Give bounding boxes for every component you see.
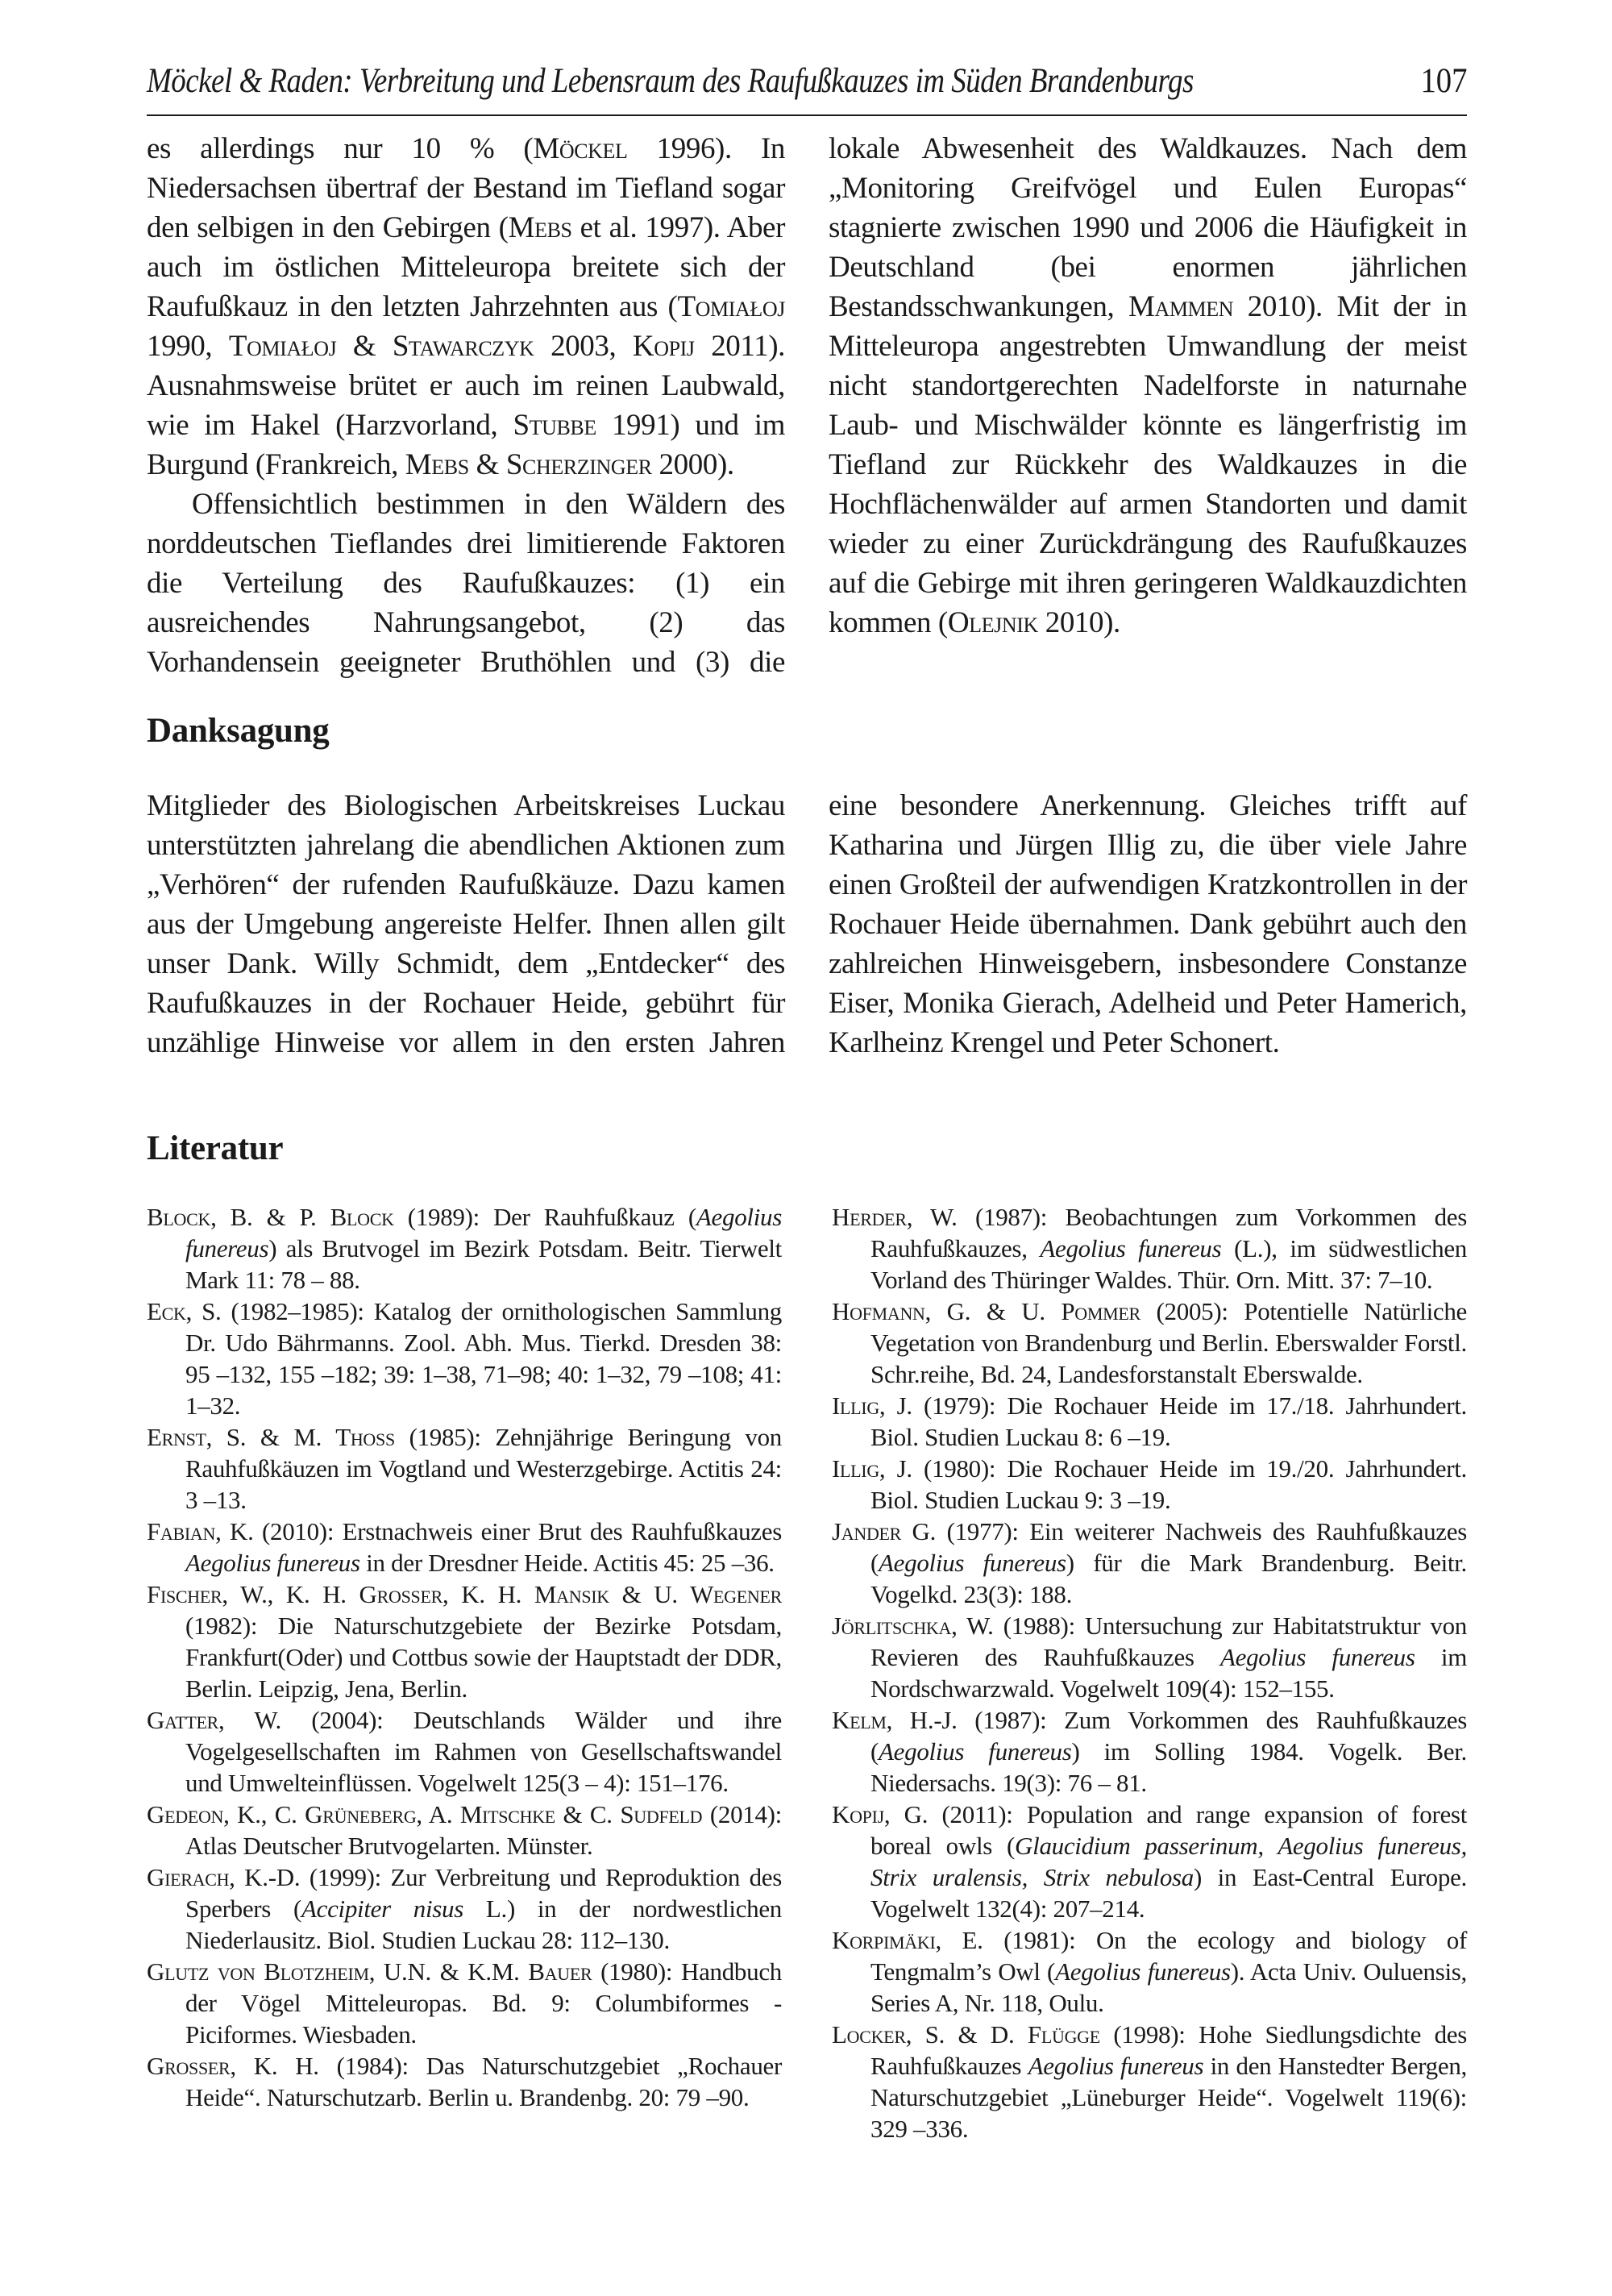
text-run: (1984): Das Naturschutzgebiet „Rochauer Heide“. Naturschutzarb. Berlin u. Brandenbg. 20: 79 –90. xyxy=(185,2052,783,2111)
reference-entry xyxy=(832,1390,1467,1453)
reference-author: Grosser, K. H. xyxy=(147,2052,319,2080)
text-run: (1988): Untersuchung zur Habitatstruktur von Revieren des Rauhfußkauzes xyxy=(870,1612,1467,1671)
cited-author: Kopij xyxy=(632,330,695,363)
text-run: ) in East-Central Europe. Vogelwelt 132(4): 207–214. xyxy=(870,1863,1467,1923)
reference-author: Herder, W. xyxy=(832,1203,958,1231)
text-run: (1982): Die Naturschutzgebiete der Bezirke Potsdam, Frankfurt(Oder) und Cottbus sowie der Hauptstadt der DDR, Berlin. Leipzig, Jena, Berlin. xyxy=(185,1612,782,1703)
species-name: Aegolius funereus xyxy=(1055,1957,1231,1986)
text-run: 2010). xyxy=(1037,606,1120,639)
text-run: (1980): Handbuch der Vögel Mitteleuropas. Bd. 9: Columbiformes - Piciformes. Wiesbaden. xyxy=(185,1957,782,2049)
text-run: im Nordschwarzwald. Vogelwelt 109(4): 152–155. xyxy=(870,1643,1468,1703)
text-run: (1998): Hohe Siedlungsdichte des Rauhfußkauzes xyxy=(870,2020,1467,2080)
reference-author: Glutz von Blotzheim, U.N. & K.M. Bauer xyxy=(147,1957,592,1986)
species-name: Aegolius funereus xyxy=(1220,1643,1415,1671)
reference-author: Fischer, W., K. H. Grosser, K. H. Mansik & U. Wegener xyxy=(147,1580,782,1608)
reference-author: Korpimäki, E. xyxy=(832,1926,983,1954)
reference-author: Kopij, G. xyxy=(832,1800,929,1828)
reference-entry xyxy=(832,1201,1467,1296)
text-run: (L.), im südwestlichen Vorland des Thüringer Waldes. Thür. Orn. Mitt. 37: 7–10. xyxy=(870,1234,1467,1294)
text-run: (2005): Potentielle Natürliche Vegetation von Brandenburg und Berlin. Eberswalder Forstl. Schr.reihe, Bd. 24, Landesforstanstalt Eberswalde. xyxy=(870,1297,1467,1388)
reference-entry xyxy=(832,1799,1467,1924)
reference-entry xyxy=(147,1578,782,1704)
body-paragraph xyxy=(147,129,785,485)
text-run: ) im Solling 1984. Vogelk. Ber. Niedersachs. 19(3): 76 – 81. xyxy=(870,1737,1467,1797)
reference-entry xyxy=(147,1861,782,1956)
cited-author: Stawarczyk xyxy=(392,330,534,363)
reference-author: Illig, J. xyxy=(832,1454,912,1483)
text-run: (1987): Beobachtungen zum Vorkommen des Rauhfußkauzes, xyxy=(870,1203,1467,1262)
reference-entry xyxy=(147,2050,782,2113)
cited-author: Mammen xyxy=(1128,290,1234,323)
references-right-column xyxy=(832,1201,1467,2144)
acknowledgements-paragraph: Mitglieder des Biologischen Arbeitskreises Luckau unterstützten jahrelang die abendlichen Aktionen zum „Verhören“ der rufenden Raufußkäuze. Dazu kamen aus der Umgebung angereiste Helfer. Ihnen allen gilt unser Dank. Willy Schmidt, dem „Entdecker“ des Raufußkauzes in der Rochauer Heide, gebührt für unzählige Hinweise vor allem in den ersten Jahren eine besondere Anerkennung. Gleiches trifft auf Katharina und Jürgen Illig zu, die über viele Jahre einen Großteil der aufwendigen Kratzkontrollen in der Rochauer Heide übernahmen. Dank gebührt auch den zahlreichen Hinweisgebern, insbesondere Constanze Eiser, Monika Gierach, Adelheid und Peter Hamerich, Karlheinz Krengel und Peter Schonert. xyxy=(147,789,1467,1059)
reference-entry xyxy=(832,1296,1467,1390)
reference-author: Jander G. xyxy=(832,1517,937,1545)
text-run: ) als Brutvogel im Bezirk Potsdam. Beitr. Tierwelt Mark 11: 78 – 88. xyxy=(185,1234,782,1294)
references-heading: Literatur xyxy=(147,1129,284,1167)
text-run: & xyxy=(336,330,393,363)
cited-author: Scherzinger xyxy=(505,448,652,481)
text-run: (1985): Zehnjährige Beringung von Rauhfußkäuzen im Vogtland und Westerzgebirge. Actitis 24: 3 –13. xyxy=(185,1423,782,1514)
text-run: es allerdings nur 10 % ( xyxy=(147,132,534,165)
species-name: Aegolius funereus xyxy=(185,1549,360,1577)
cited-author: Stubbe xyxy=(513,409,596,442)
species-name: Glaucidium passerinum, Aegolius funereus, Strix uralensis, Strix nebulosa xyxy=(870,1832,1467,1891)
reference-entry xyxy=(147,1704,782,1799)
reference-author: Locker, S. & D. Flügge xyxy=(832,2020,1100,2049)
text-run: 2003, xyxy=(534,330,633,363)
reference-entry xyxy=(832,1610,1467,1704)
text-run: in der Dresdner Heide. Actitis 45: 25 –36. xyxy=(359,1549,775,1577)
species-name: Aegolius funereus xyxy=(1040,1234,1222,1262)
text-run: (1979): Die Rochauer Heide im 17./18. Jahrhundert. Biol. Studien Luckau 8: 6 –19. xyxy=(870,1391,1467,1451)
text-run: ) für die Mark Brandenburg. Beitr. Vogelkd. 23(3): 188. xyxy=(870,1549,1467,1608)
text-run: 2011). Ausnahmsweise brütet er auch im reinen Laubwald, wie im Hakel (Harzvorland, xyxy=(147,330,785,442)
species-name: Aegolius funereus xyxy=(185,1203,782,1262)
reference-author: Ernst, S. & M. Thoss xyxy=(147,1423,395,1451)
reference-entry xyxy=(832,2019,1467,2144)
species-name: Aegolius funereus xyxy=(879,1737,1072,1766)
reference-entry xyxy=(147,1421,782,1516)
text-run: L.) in der nordwestlichen Niederlausitz. Biol. Studien Luckau 28: 112–130. xyxy=(185,1895,783,1954)
text-run: (1999): Zur Verbreitung und Reproduktion des Sperbers ( xyxy=(185,1863,782,1923)
intro-section xyxy=(147,129,1467,682)
text-run: (2010): Erstnachweis einer Brut des Rauhfußkauzes xyxy=(253,1517,782,1545)
text-run: (1989): Der Rauhfußkauz ( xyxy=(393,1203,696,1231)
reference-author: Hofmann, G. & U. Pommer xyxy=(832,1297,1140,1325)
text-run: & xyxy=(468,448,506,481)
text-run: (1987): Zum Vorkommen des Rauhfußkauzes ( xyxy=(870,1706,1467,1766)
reference-author: Kelm, H.-J. xyxy=(832,1706,958,1734)
cited-author: Mebs xyxy=(405,448,469,481)
references-list xyxy=(147,1201,1467,2144)
reference-author: Block, B. & P. Block xyxy=(147,1203,394,1231)
reference-author: Jörlitschka, W. xyxy=(832,1612,994,1640)
species-name: Accipiter nisus xyxy=(301,1895,464,1923)
acknowledgements-heading: Danksagung xyxy=(147,712,330,750)
reference-author: Gedeon, K., C. Grüneberg, A. Mitschke & C. Sudfeld xyxy=(147,1800,703,1828)
references-left-column xyxy=(147,1201,782,2144)
reference-entry xyxy=(832,1516,1467,1610)
text-run: ). Acta Univ. Ouluensis, Series A, Nr. 118, Oulu. xyxy=(870,1957,1468,2017)
reference-entry xyxy=(147,1956,782,2050)
reference-entry xyxy=(147,1201,782,1296)
running-title: Möckel & Raden: Verbreitung und Lebensraum des Raufußkauzes im Süden Brandenburgs xyxy=(147,62,1194,100)
reference-author: Fabian, K. xyxy=(147,1517,254,1545)
text-run: (1980): Die Rochauer Heide im 19./20. Jahrhundert. Biol. Studien Luckau 9: 3 –19. xyxy=(870,1454,1467,1514)
cited-author: Olejnik xyxy=(947,606,1038,639)
reference-entry xyxy=(832,1704,1467,1799)
text-run: 1996). In Niedersachsen übertraf der Bestand im Tiefland sogar den selbigen in den Gebirgen ( xyxy=(147,132,785,244)
cited-author: Möckel xyxy=(533,132,628,165)
reference-author: Gierach, K.-D. xyxy=(147,1863,301,1891)
species-name: Aegolius funereus xyxy=(879,1549,1066,1577)
text-run: 2000). xyxy=(651,448,734,481)
cited-author: Tomiałoj xyxy=(228,330,337,363)
reference-entry xyxy=(832,1453,1467,1516)
text-run: Offensichtlich bestimmen in den Wäldern des norddeutschen Tieflandes drei limitierende Faktoren die Verteilung des Raufußkauzes: (1) ein ausreichendes Nahrungsangebot, (2) das Vorhandensein geeigneter Bruthöhlen und (3) die lokale Abwesenheit des Waldkauzes. Nach dem „Monitoring Greifvögel und Eulen Europas“ stagnierte zwischen 1990 und 2006 die Häufigkeit in Deutschland (bei enormen jährlichen Bestandsschwankungen, xyxy=(147,132,1467,679)
text-run: 1990, xyxy=(147,330,229,363)
reference-author: Eck, S. xyxy=(147,1297,222,1325)
acknowledgements-text xyxy=(147,786,1467,1063)
reference-entry xyxy=(147,1799,782,1861)
text-run: (1981): On the ecology and biology of Tengmalm’s Owl ( xyxy=(870,1926,1467,1986)
species-name: Aegolius funereus xyxy=(1028,2052,1204,2080)
reference-entry xyxy=(832,1924,1467,2019)
cited-author: Tomiałoj xyxy=(677,290,785,323)
text-run: 1991) und im Burgund (Frankreich, xyxy=(147,409,785,481)
text-run: (2004): Deutschlands Wälder und ihre Vogelgesellschaften im Rahmen von Gesellschaftswandel und Umwelteinflüssen. Vogelwelt 125(3 – 4): 151–176. xyxy=(185,1706,783,1797)
running-header xyxy=(147,58,1467,116)
cited-author: Mebs xyxy=(508,211,572,244)
text-run: (1977): Ein weiterer Nachweis des Rauhfußkauzes ( xyxy=(870,1517,1467,1577)
page-number: 107 xyxy=(1419,62,1467,100)
reference-entry xyxy=(147,1296,782,1421)
reference-author: Gatter, W. xyxy=(147,1706,281,1734)
text-run: et al. 1997). Aber auch im östlichen Mitteleuropa breitete sich der Raufußkauz in den letzten Jahrzehnten aus ( xyxy=(147,211,785,323)
reference-author: Illig, J. xyxy=(832,1391,912,1420)
text-run: (1982–1985): Katalog der ornithologischen Sammlung Dr. Udo Bährmanns. Zool. Abh. Mus. Tierkd. Dresden 38: 95 –132, 155 –182; 39: 1–38, 71–98; 40: 1–32, 79 –108; 41: 1–32. xyxy=(185,1297,783,1420)
reference-entry xyxy=(147,1516,782,1578)
text-run: (2014): Atlas Deutscher Brutvogelarten. Münster. xyxy=(185,1800,782,1860)
text-run: (2011): Population and range expansion of forest boreal owls ( xyxy=(870,1800,1468,1860)
text-run: in den Hanstedter Bergen, Naturschutzgebiet „Lüneburger Heide“. Vogelwelt 119(6): 329 –336. xyxy=(870,2052,1467,2143)
text-run: 2010). Mit der in Mitteleuropa angestrebten Umwandlung der meist nicht standortgerechten Nadelforste in naturnahe Laub- und Mischwälder könnte es längerfristig im Tiefland zur Rückkehr des Waldkauzes in die Hochflächenwälder auf armen Standorten und damit wieder zu einer Zurückdrängung des Raufußkauzes auf die Gebirge mit ihren geringeren Waldkauzdichten kommen ( xyxy=(829,290,1468,639)
